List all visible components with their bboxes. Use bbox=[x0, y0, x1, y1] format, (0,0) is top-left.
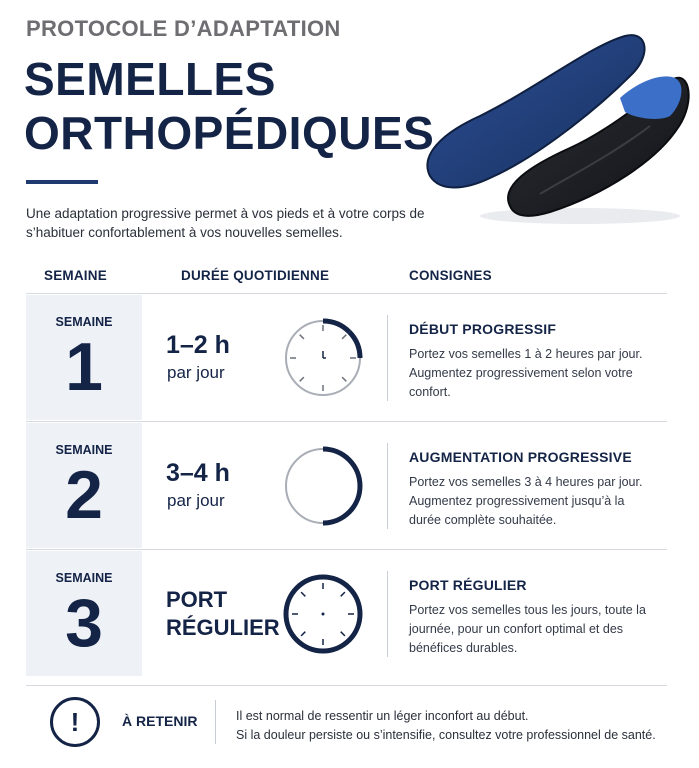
table-bottom-divider bbox=[26, 685, 667, 686]
column-separator bbox=[387, 443, 388, 529]
week-number: 3 bbox=[65, 585, 103, 661]
clock-icon bbox=[282, 317, 364, 399]
instruction-title: AUGMENTATION PROGRESSIVE bbox=[409, 449, 632, 465]
week-number: 1 bbox=[65, 329, 103, 405]
instruction-title: DÉBUT PROGRESSIF bbox=[409, 321, 557, 337]
week-cell bbox=[26, 423, 142, 548]
intro-text: Une adaptation progressive permet à vos pieds et à votre corps de s’habituer confortablement à vos nouvelles semelles. bbox=[26, 206, 425, 240]
duration-line-1: PORT bbox=[166, 587, 228, 612]
column-header-week: SEMAINE bbox=[44, 268, 107, 283]
column-header-instructions: CONSIGNES bbox=[409, 268, 492, 283]
duration-value: 3–4 h bbox=[166, 459, 230, 487]
title-line-1: SEMELLES bbox=[24, 53, 276, 105]
exclamation-icon: ! bbox=[50, 697, 100, 747]
table-row bbox=[26, 551, 667, 676]
note-line-2: Si la douleur persiste ou s’intensifie, consultez votre professionnel de santé. bbox=[236, 728, 656, 742]
column-separator bbox=[387, 571, 388, 657]
clock-icon bbox=[282, 573, 364, 655]
duration-value bbox=[166, 586, 280, 642]
week-cell bbox=[26, 551, 142, 676]
header-divider bbox=[26, 293, 667, 294]
week-cell bbox=[26, 295, 142, 420]
week-label: SEMAINE bbox=[55, 571, 113, 585]
week-label: SEMAINE bbox=[55, 315, 113, 329]
title-underline bbox=[26, 180, 98, 184]
instruction-title: PORT RÉGULIER bbox=[409, 577, 527, 593]
duration-sub: par jour bbox=[167, 363, 225, 382]
subtitle: PROTOCOLE D’ADAPTATION bbox=[26, 16, 341, 41]
duration-line-2: RÉGULIER bbox=[166, 615, 280, 640]
table-row bbox=[26, 295, 667, 420]
instruction-text: Portez vos semelles tous les jours, toute la journée, pour un confort optimal et des bénéfices durables. bbox=[409, 603, 646, 655]
instruction-text: Portez vos semelles 3 à 4 heures par jour. Augmentez progressivement jusqu’à la durée complète souhaitée. bbox=[409, 475, 643, 527]
title-line-2: ORTHOPÉDIQUES bbox=[24, 107, 435, 159]
orthopedic-insoles-image bbox=[420, 26, 690, 232]
column-header-duration: DURÉE QUOTIDIENNE bbox=[181, 268, 330, 283]
note-separator bbox=[215, 700, 216, 744]
clock-icon bbox=[282, 445, 364, 527]
row-divider bbox=[26, 421, 667, 422]
page-title bbox=[24, 52, 434, 160]
note-label: À RETENIR bbox=[122, 713, 198, 729]
week-number: 2 bbox=[65, 457, 103, 533]
table-row bbox=[26, 423, 667, 548]
week-label: SEMAINE bbox=[55, 443, 113, 457]
row-divider bbox=[26, 549, 667, 550]
duration-value: 1–2 h bbox=[166, 331, 230, 359]
note-line-1: Il est normal de ressentir un léger inconfort au début. bbox=[236, 709, 529, 723]
note-text bbox=[236, 707, 656, 745]
column-separator bbox=[387, 315, 388, 401]
instruction-text: Portez vos semelles 1 à 2 heures par jour. Augmentez progressivement selon votre confort. bbox=[409, 347, 643, 399]
duration-sub: par jour bbox=[167, 491, 225, 510]
